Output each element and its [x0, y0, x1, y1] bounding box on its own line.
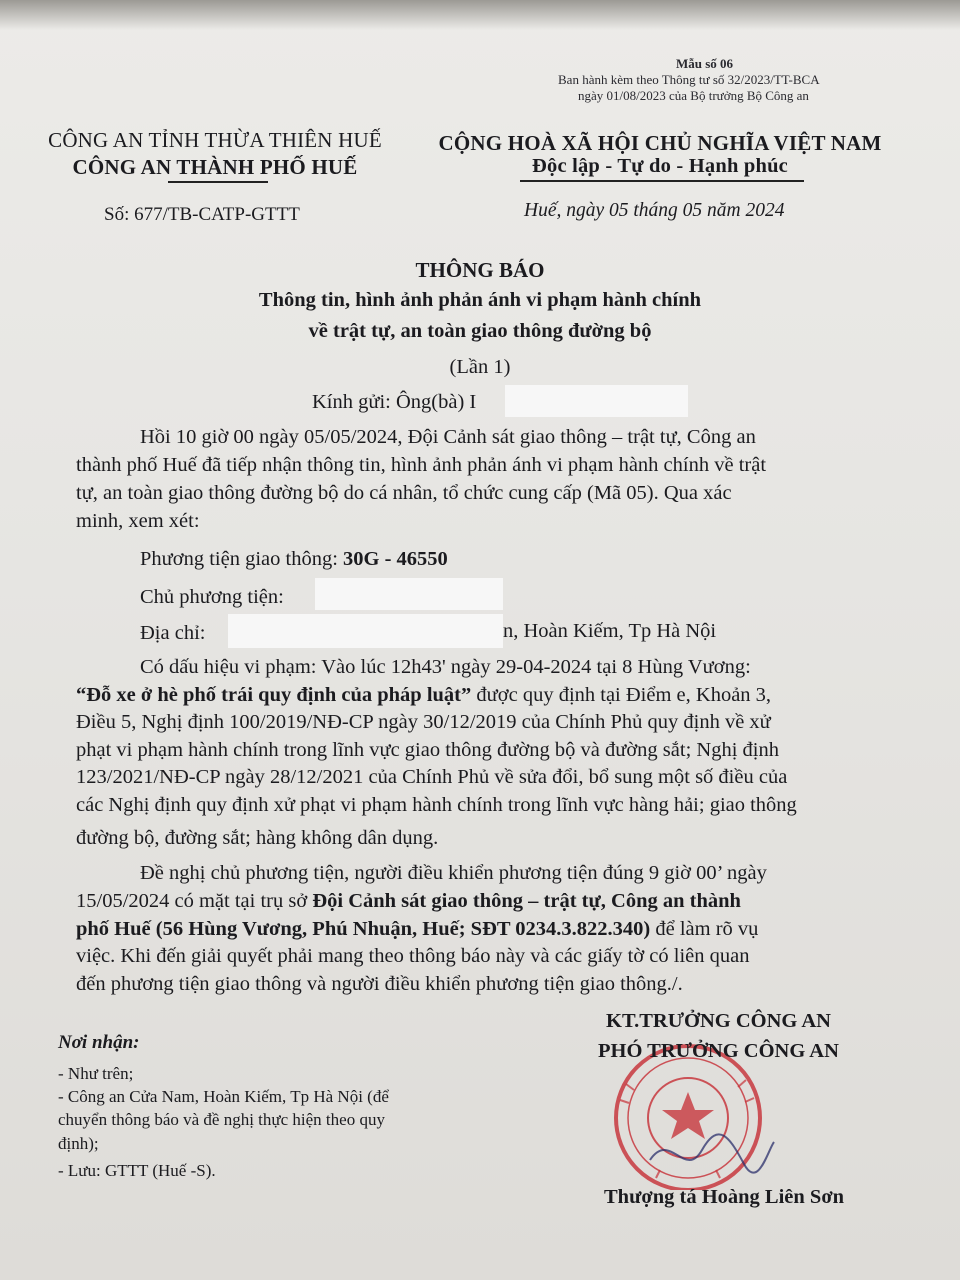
- violation-line-1: Có dấu hiệu vi phạm: Vào lúc 12h43' ngày 29-04-2024 tại 8 Hùng Vương:: [140, 656, 751, 678]
- notice-subtitle-1: Thông tin, hình ảnh phản ánh vi phạm hành chính: [258, 289, 702, 311]
- notice-subtitle-2: về trật tự, an toàn giao thông đường bộ: [308, 320, 652, 342]
- owner-label: Chủ phương tiện:: [140, 586, 284, 608]
- redaction-recipient-name: [505, 385, 688, 417]
- recipient-item-2b: chuyển thông báo và đề nghị thực hiện theo quy: [58, 1110, 385, 1129]
- recipient-item-1: - Như trên;: [58, 1064, 134, 1083]
- request-line-3-rest: để làm rõ vụ: [650, 918, 759, 940]
- request-line-4: việc. Khi đến giải quyết phải mang theo thông báo này và các giấy tờ có liên quan: [76, 945, 750, 967]
- request-line-2-start: 15/05/2024 có mặt tại trụ sở: [76, 890, 313, 912]
- intro-line-4: minh, xem xét:: [76, 510, 200, 532]
- form-issued-date: ngày 01/08/2023 của Bộ trưởng Bộ Công an: [578, 88, 809, 103]
- notice-round: (Lần 1): [449, 356, 511, 378]
- request-line-5: đến phương tiện giao thông và người điều khiển phương tiện giao thông./.: [76, 973, 683, 995]
- redaction-owner: [315, 578, 503, 610]
- recipient-label: Kính gửi: Ông(bà) I: [312, 391, 477, 413]
- violation-line-6: các Nghị định quy định xử phạt vi phạm hành chính trong lĩnh vực hàng hải; giao thông: [76, 794, 797, 816]
- document-number: Số: 677/TB-CATP-GTTT: [104, 204, 300, 225]
- violation-line-2: [76, 682, 771, 710]
- republic-motto: Độc lập - Tự do - Hạnh phúc: [532, 155, 788, 177]
- violation-line-3: Điều 5, Nghị định 100/2019/NĐ-CP ngày 30/12/2019 của Chính Phủ quy định về xử: [76, 711, 771, 733]
- vehicle-line: [140, 546, 448, 574]
- intro-line-3: tự, an toàn giao thông đường bộ do cá nhân, tổ chức cung cấp (Mã 05). Qua xác: [76, 482, 732, 504]
- agency-underline: [168, 181, 268, 183]
- violation-line-5: 123/2021/NĐ-CP ngày 28/12/2021 của Chính Phủ về sửa đổi, bổ sung một số điều của: [76, 766, 788, 788]
- office-name: Đội Cảnh sát giao thông – trật tự, Công an thành: [312, 890, 741, 912]
- signature-title-2: PHÓ TRƯỞNG CÔNG AN: [598, 1040, 839, 1062]
- office-address: phố Huế (56 Hùng Vương, Phú Nhuận, Huế; SĐT 0234.3.822.340): [76, 918, 651, 940]
- intro-line-2: thành phố Huế đã tiếp nhận thông tin, hình ảnh phản ánh vi phạm hành chính về trật: [76, 454, 767, 476]
- agency-name: CÔNG AN THÀNH PHỐ HUẾ: [72, 155, 358, 179]
- form-number: Mẫu số 06: [676, 56, 734, 71]
- agency-parent: CÔNG AN TỈNH THỪA THIÊN HUẾ: [48, 128, 382, 152]
- signer-name: Thượng tá Hoàng Liên Sơn: [604, 1186, 845, 1208]
- form-issued-with: Ban hành kèm theo Thông tư số 32/2023/TT-BCA: [558, 72, 820, 87]
- request-line-3: [76, 916, 758, 944]
- handwritten-signature: [640, 1120, 780, 1190]
- motto-underline: [520, 180, 804, 182]
- address-tail: n, Hoàn Kiếm, Tp Hà Nội: [503, 620, 717, 642]
- recipients-heading: Nơi nhận:: [58, 1032, 140, 1053]
- violation-description: “Đỗ xe ở hè phố trái quy định của pháp luật”: [76, 684, 472, 706]
- address-label: Địa chỉ:: [140, 622, 206, 644]
- notice-heading: THÔNG BÁO: [415, 258, 545, 282]
- redaction-address: [228, 614, 503, 648]
- violation-line-2-rest: được quy định tại Điểm e, Khoản 3,: [471, 684, 772, 706]
- request-line-2: [76, 888, 741, 916]
- signature-title-1: KT.TRƯỞNG CÔNG AN: [606, 1010, 831, 1032]
- license-plate: 30G - 46550: [343, 548, 448, 570]
- intro-line-1: Hồi 10 giờ 00 ngày 05/05/2024, Đội Cảnh sát giao thông – trật tự, Công an: [140, 426, 756, 448]
- republic-name: CỘNG HOÀ XÃ HỘI CHỦ NGHĨA VIỆT NAM: [438, 131, 882, 155]
- recipient-item-3: - Lưu: GTTT (Huế -S).: [58, 1161, 216, 1180]
- vehicle-label: Phương tiện giao thông:: [140, 548, 344, 570]
- recipient-item-2a: - Công an Cửa Nam, Hoàn Kiếm, Tp Hà Nội (để: [58, 1087, 389, 1106]
- request-line-1: Đề nghị chủ phương tiện, người điều khiển phương tiện đúng 9 giờ 00’ ngày: [140, 862, 767, 884]
- place-date: Huế, ngày 05 tháng 05 năm 2024: [524, 200, 785, 221]
- violation-line-4: phạt vi phạm hành chính trong lĩnh vực giao thông đường bộ và đường sắt; Nghị định: [76, 739, 779, 761]
- page-top-shadow: [0, 0, 960, 30]
- violation-line-7: đường bộ, đường sắt; hàng không dân dụng.: [76, 827, 439, 849]
- recipient-item-2c: định);: [58, 1134, 99, 1153]
